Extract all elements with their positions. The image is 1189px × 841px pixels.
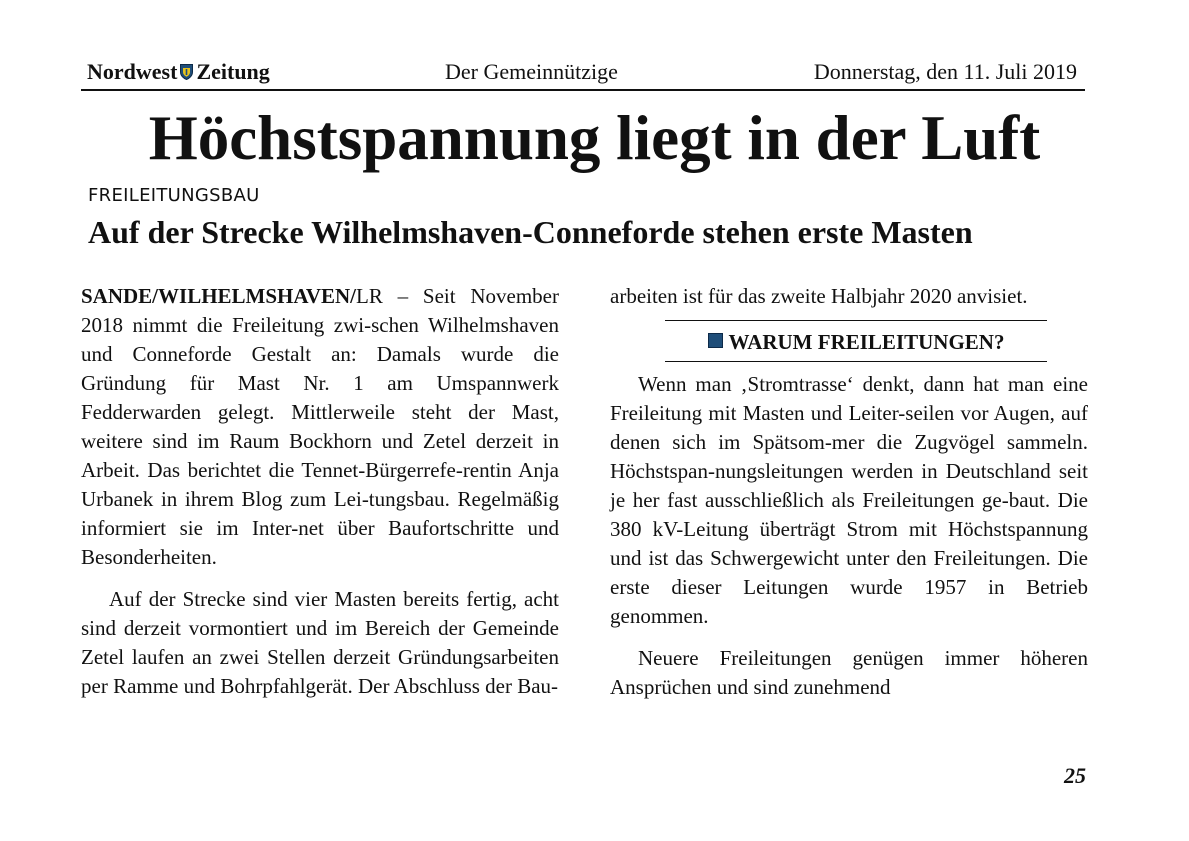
newspaper-logo <box>87 59 270 85</box>
article-kicker: FREILEITUNGSBAU <box>88 185 260 206</box>
square-bullet-icon <box>708 333 723 348</box>
masthead <box>81 57 1085 91</box>
text-column-right <box>610 282 1088 702</box>
newspaper-name-part2: Zeitung <box>196 59 270 84</box>
coat-of-arms-icon <box>180 64 193 80</box>
article-headline: Höchstspannung liegt in der Luft <box>148 103 1041 173</box>
article-paragraph: Auf der Strecke sind vier Masten bereits fertig, acht sind derzeit vormontiert und im Bereich der Gemeinde Zetel laufen an zwei Stellen derzeit Gründungsarbeiten per Ramme und Bohrpfahlgerät. Der Abschluss der Bau- <box>81 587 559 698</box>
info-box-heading-text: WARUM FREILEITUNGEN? <box>728 330 1005 354</box>
info-box-heading <box>665 320 1047 362</box>
issue-date: Donnerstag, den 11. Juli 2019 <box>813 59 1077 84</box>
article-subheadline: Auf der Strecke Wilhelmshaven-Conneforde stehen erste Masten <box>88 214 973 250</box>
article-paragraph: Neuere Freileitungen genügen immer höheren Ansprüchen und sind zunehmend <box>610 646 1088 699</box>
page-number: 25 <box>1064 763 1086 788</box>
section-title: Der Gemeinnützige <box>445 59 618 84</box>
paragraph-text: LR – Seit November 2018 nimmt die Freileitung zwi-schen Wilhelmshaven und Conneforde Gestalt an: Damals wurde die Gründung für Mast Nr. 1 am Umspannwerk Fedderwarden gelegt. Mittlerweile steht der Mast, weitere sind im Raum Bockhorn und Zetel derzeit in Arbeit. Das berichtet die Tennet-Bürgerrefe-rentin Anja Urbanek in ihrem Blog zum Lei-tungsbau. Regelmäßig informiert sie im Inter-net über Baufortschritte und Besonderheiten. <box>81 284 559 569</box>
article-paragraph: Wenn man ‚Stromtrasse‘ denkt, dann hat man eine Freileitung mit Masten und Leiter-seilen vor Augen, auf denen sich im Spätsom-mer die Zugvögel sammeln. Höchstspan-nungsleitungen werden in Deutschland seit je her fast ausschließlich als Freileitungen ge-baut. Die 380 kV-Leitung überträgt Strom mit Höchstspannung und ist das Schwergewicht unter den Freileitungen. Die erste dieser Leitungen wurde 1957 in Betrieb genommen. <box>610 372 1088 628</box>
article-dateline: SANDE/WILHELMSHAVEN/ <box>81 284 357 308</box>
newspaper-name-part1: Nordwest <box>87 59 178 84</box>
article-paragraph: arbeiten ist für das zweite Halbjahr 2020 anvisiet. <box>610 284 1028 308</box>
article-paragraph <box>81 282 559 572</box>
text-column-left <box>81 282 559 701</box>
